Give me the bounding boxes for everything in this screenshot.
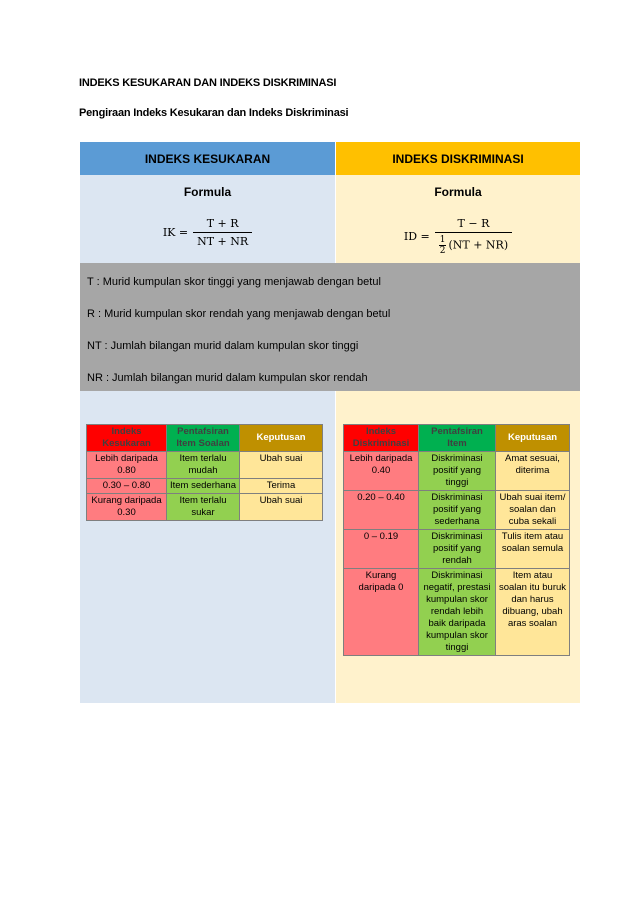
equation-numerator: T + R [206,217,239,230]
table-cell: Kurang daripada 0 [344,569,419,656]
formula-panel-kesukaran [80,175,335,263]
table-cell: Lebih daripada 0.80 [87,452,167,479]
table-cell: Lebih daripada 0.40 [344,452,419,491]
equation-lhs: ID = [403,230,430,243]
table-cell: Diskriminasi positif yang rendah [419,530,496,569]
table-row [344,452,570,491]
column-header: Indeks Diskriminasi [344,425,419,452]
table-cell: Item sederhana [167,479,240,494]
table-cell: 0.30 – 0.80 [87,479,167,494]
table-row [87,479,323,494]
table-cell: 0 – 0.19 [344,530,419,569]
table-cell: Ubah suai [240,494,323,521]
table-row [344,491,570,530]
column-header: Pentafsiran Item Soalan [167,425,240,452]
table-cell: Diskriminasi positif yang tinggi [419,452,496,491]
equation-denominator-text: (NT + NR) [448,238,509,252]
header-indeks-kesukaran: INDEKS KESUKARAN [80,142,336,175]
table-row [344,569,570,656]
equation-numerator: T − R [457,217,490,230]
formula-panel-diskriminasi [336,175,580,263]
definitions-panel [80,263,580,391]
document-title: INDEKS KESUKARAN DAN INDEKS DISKRIMINASI [79,77,337,89]
equation-denominator: NT + NR [193,232,252,248]
definition-nr: NR : Jumlah bilangan murid dalam kumpulan skor rendah [87,372,368,384]
table-cell: Kurang daripada 0.30 [87,494,167,521]
table-cell: Tulis item atau soalan semula [496,530,570,569]
equation-denominator [435,232,512,256]
table-cell: Amat sesuai, diterima [496,452,570,491]
diskriminasi-table [343,424,570,656]
half-fraction [439,235,447,256]
equation-fraction [435,217,512,256]
half-numerator: 1 [439,235,446,245]
table-row [87,452,323,479]
id-equation [336,217,580,256]
table-header-row [87,425,323,452]
equation-lhs: IK = [162,226,189,239]
table-header-row [344,425,570,452]
definition-r: R : Murid kumpulan skor rendah yang menjawab dengan betul [87,308,391,320]
diskriminasi-table-panel [336,391,580,703]
equation-fraction [193,217,252,248]
table-cell: Item terlalu sukar [167,494,240,521]
table-row [87,494,323,521]
table-row [344,530,570,569]
index-figure [80,142,580,703]
table-cell: Terima [240,479,323,494]
table-cell: Ubah suai item/ soalan dan cuba sekali [496,491,570,530]
table-cell: Item atau soalan itu buruk dan harus dibuang, ubah aras soalan [496,569,570,656]
definition-nt: NT : Jumlah bilangan murid dalam kumpulan skor tinggi [87,340,359,352]
table-cell: Ubah suai [240,452,323,479]
definition-t: T : Murid kumpulan skor tinggi yang menjawab dengan betul [87,276,381,288]
kesukaran-table-panel [80,391,335,703]
table-cell: Item terlalu mudah [167,452,240,479]
column-header: Indeks Kesukaran [87,425,167,452]
document-subtitle: Pengiraan Indeks Kesukaran dan Indeks Diskriminasi [79,107,349,119]
formula-title: Formula [183,185,232,199]
column-header: Keputusan [240,425,323,452]
column-header: Pentafsiran Item [419,425,496,452]
half-denominator: 2 [439,246,446,256]
formula-title: Formula [434,185,482,199]
table-cell: Diskriminasi positif yang sederhana [419,491,496,530]
kesukaran-table [86,424,323,521]
table-cell: Diskriminasi negatif, prestasi kumpulan skor rendah lebih baik daripada kumpulan skor tinggi [419,569,496,656]
header-indeks-diskriminasi: INDEKS DISKRIMINASI [336,142,580,175]
ik-equation [80,217,335,248]
table-cell: 0.20 – 0.40 [344,491,419,530]
column-header: Keputusan [496,425,570,452]
